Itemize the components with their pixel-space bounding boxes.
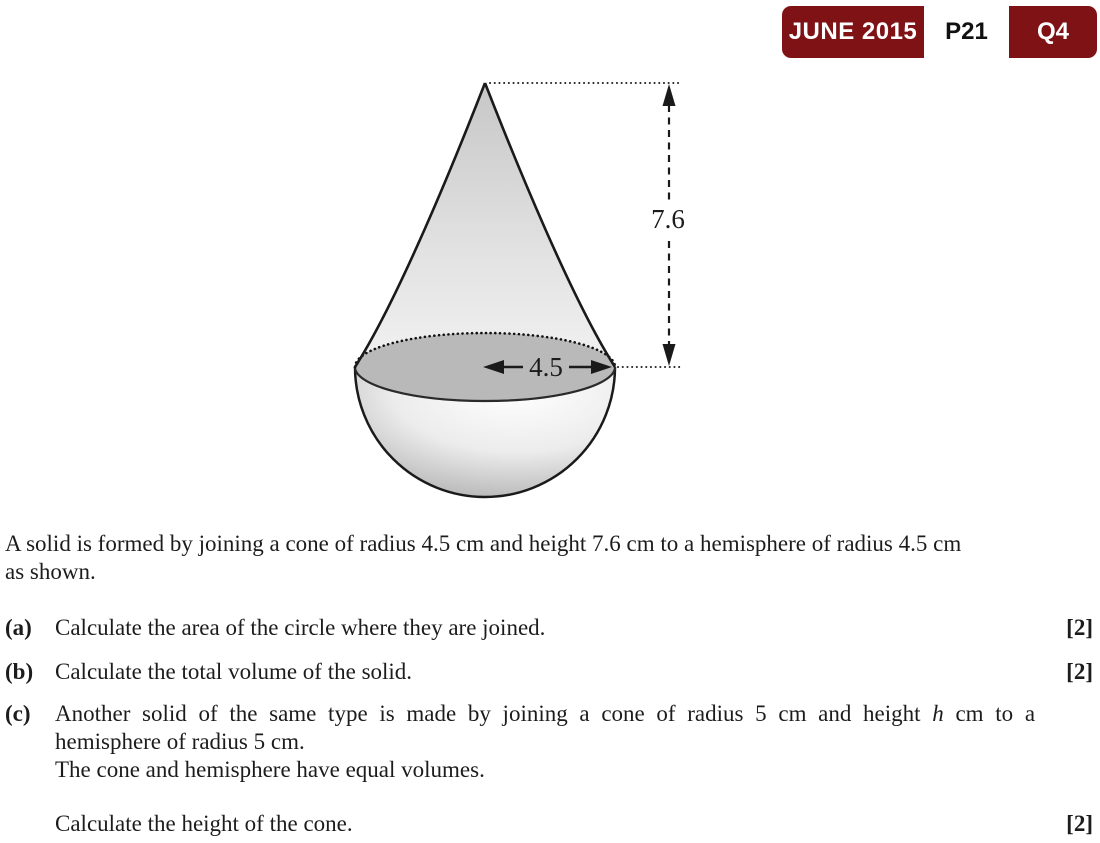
question-badge bbox=[782, 6, 1097, 58]
badge-session-label: JUNE 2015 bbox=[788, 18, 918, 45]
part-a-label: (a) bbox=[5, 615, 32, 640]
badge-paper-label: P21 bbox=[924, 6, 1009, 58]
variable-h: h bbox=[932, 701, 944, 726]
part-a-marks: [2] bbox=[1066, 615, 1093, 640]
part-b-marks: [2] bbox=[1066, 659, 1093, 684]
part-c-label: (c) bbox=[5, 701, 31, 726]
part-c-line-3: The cone and hemisphere have equal volumes. bbox=[55, 757, 485, 782]
part-a-text: Calculate the area of the circle where they are joined. bbox=[55, 615, 546, 640]
final-instruction-text: Calculate the height of the cone. bbox=[55, 811, 353, 836]
final-instruction-marks: [2] bbox=[1066, 811, 1093, 836]
part-c-line-2: hemisphere of radius 5 cm. bbox=[55, 729, 305, 754]
part-b-row bbox=[5, 658, 1093, 686]
part-a-row bbox=[5, 614, 1093, 642]
height-arrow-top bbox=[663, 84, 676, 106]
part-c-line-1 bbox=[55, 700, 1035, 728]
part-c-line1-after-h: cm to a bbox=[955, 701, 1036, 726]
part-b-label: (b) bbox=[5, 659, 34, 684]
intro-line-2: as shown. bbox=[5, 559, 96, 584]
solid-diagram bbox=[320, 60, 720, 510]
final-instruction-row bbox=[5, 810, 1093, 838]
part-c-row bbox=[5, 700, 1093, 784]
part-c-text bbox=[55, 700, 1093, 784]
intro-line-1: A solid is formed by joining a cone of radius 4.5 cm and height 7.6 cm to a hemisphere of radius 4.5 cm bbox=[5, 531, 962, 556]
radius-label: 4.5 bbox=[529, 352, 563, 382]
badge-question-label: Q4 bbox=[1036, 18, 1069, 45]
intro-paragraph bbox=[5, 530, 961, 586]
height-arrow-bottom bbox=[663, 344, 676, 366]
height-label: 7.6 bbox=[651, 204, 685, 234]
part-b-text: Calculate the total volume of the solid. bbox=[55, 659, 413, 684]
part-c-line1-before-h: Another solid of the same type is made by joining a cone of radius 5 cm and height bbox=[55, 701, 921, 726]
